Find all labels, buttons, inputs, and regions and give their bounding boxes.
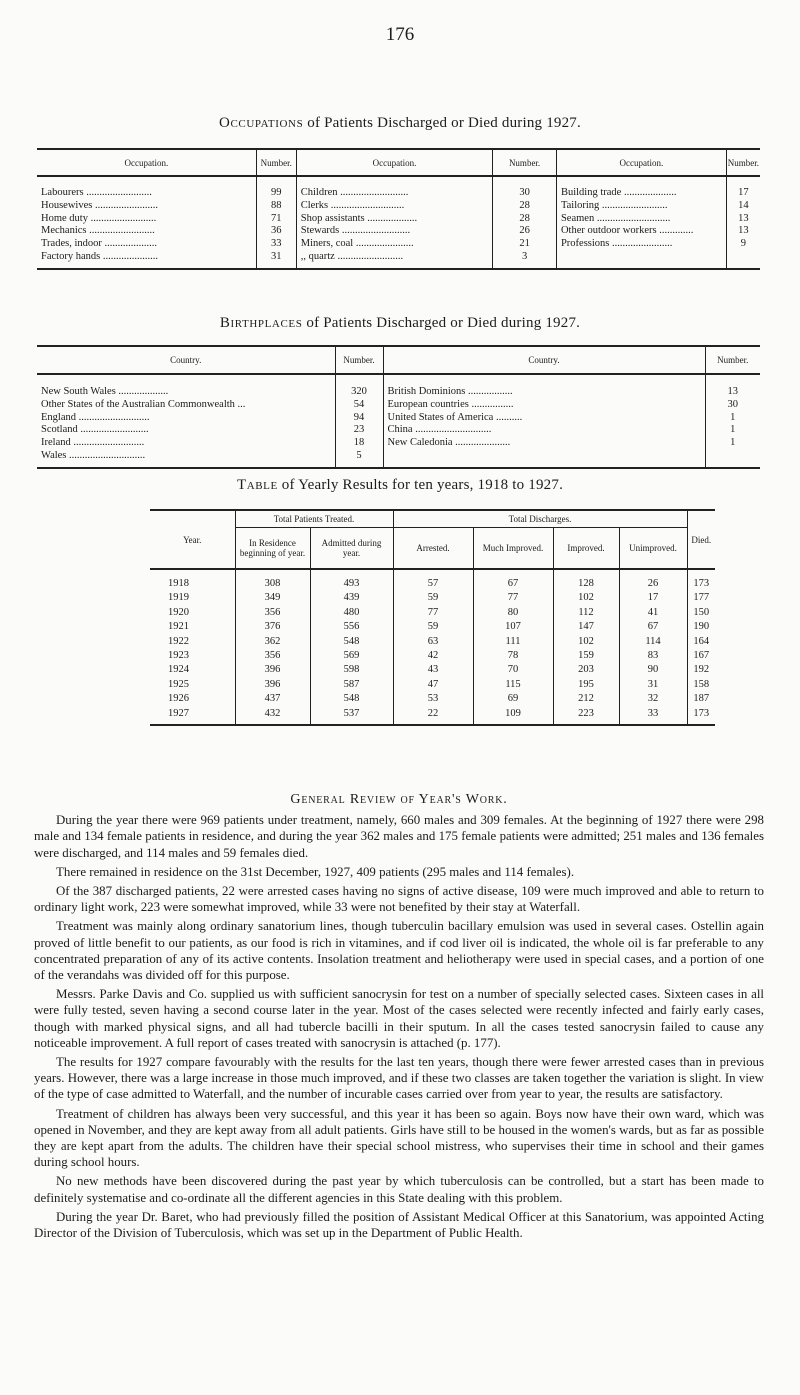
yearly-year-cell: 1920 [150,606,235,620]
yearly-row [150,591,715,605]
table-cell-label: Children .......................... [296,176,492,200]
occupations-row [37,213,760,226]
yearly-value-cell: 70 [473,663,553,677]
table-cell-number: 5 [335,450,383,468]
table-cell-number: 3 [493,251,557,269]
yearly-value-cell: 437 [235,692,310,706]
table-cell-label: Clerks ............................ [296,200,492,213]
yearly-value-cell: 187 [693,693,710,705]
table-cell-label: Stewards .......................... [296,225,492,238]
yearly-value-cell: 158 [693,678,710,690]
table-cell-number: 88 [256,200,296,213]
occupations-caption [0,115,800,132]
occupations-header: Number. [726,149,760,176]
table-cell-number: 1 [730,424,736,436]
table-cell-number: 28 [493,200,557,213]
yearly-caption-lead: Table [236,477,278,493]
yearly-value-cell: 147 [553,620,619,634]
yearly-value-cell: 356 [235,606,310,620]
table-cell-label: Building trade .................... [556,176,726,200]
yearly-value-cell: 569 [310,649,393,663]
yearly-header-discharges: Total Discharges. [393,510,687,528]
table-cell-label [383,450,705,468]
yearly-value-cell: 173 [693,578,710,589]
table-cell-number: 14 [738,199,749,211]
yearly-value-cell: 83 [619,649,687,663]
yearly-value-cell: 109 [473,707,553,725]
birthplaces-row [37,374,760,399]
occupations-header: Number. [256,149,296,176]
yearly-value-cell: 537 [310,707,393,725]
yearly-year-cell: 1918 [150,569,235,591]
yearly-value-cell: 396 [235,663,310,677]
birthplaces-caption [0,315,800,332]
yearly-row [150,707,715,725]
birthplaces-caption-rest: of Patients Discharged or Died during 1927. [306,315,581,331]
yearly-value-cell: 556 [310,620,393,634]
table-cell-number: 26 [493,225,557,238]
table-cell-label: China ............................. [383,424,705,437]
yearly-year-cell: 1926 [150,692,235,706]
yearly-value-cell: 223 [553,707,619,725]
yearly-value-cell: 22 [393,707,473,725]
table-cell-number: 31 [256,251,296,269]
yearly-subheader: Admitted during year. [310,528,393,570]
occupations-caption-rest: of Patients Discharged or Died during 1927. [307,115,581,131]
table-cell-label: European countries ................ [383,399,705,412]
yearly-value-cell: 114 [619,635,687,649]
table-cell-number: 71 [256,213,296,226]
yearly-value-cell: 439 [310,591,393,605]
table-cell-label: United States of America .......... [383,412,705,425]
table-cell-number: 18 [335,437,383,450]
birthplaces-header: Number. [335,346,383,374]
table-cell-number: 1 [730,411,736,423]
birthplaces-row [37,450,760,468]
yearly-year-cell: 1921 [150,620,235,634]
yearly-value-cell: 77 [393,606,473,620]
yearly-row [150,663,715,677]
yearly-value-cell: 80 [473,606,553,620]
yearly-subheader: In Residence beginning of year. [235,528,310,570]
yearly-value-cell: 167 [693,650,710,662]
yearly-value-cell: 164 [693,635,710,647]
birthplaces-header: Number. [705,346,760,374]
occupations-header: Occupation. [37,149,256,176]
table-cell-number [705,450,760,468]
yearly-value-cell: 57 [393,569,473,591]
yearly-row [150,649,715,663]
yearly-value-cell: 356 [235,649,310,663]
occupations-header: Occupation. [296,149,492,176]
yearly-value-cell: 150 [693,606,710,618]
birthplaces-header-row [37,346,760,374]
table-cell-label: Home duty ......................... [37,213,256,226]
occupations-row [37,200,760,213]
table-cell-label: Professions ....................... [556,238,726,251]
birthplaces-row [37,424,760,437]
birthplaces-table [37,345,760,469]
yearly-value-cell: 69 [473,692,553,706]
yearly-row [150,569,715,591]
table-cell-number: 9 [740,238,746,250]
yearly-subheader: Arrested. [393,528,473,570]
yearly-value-cell: 493 [310,569,393,591]
table-cell-number: 13 [738,212,749,224]
review-paragraph: Messrs. Parke Davis and Co. supplied us with sufficient sanocrysin for test on a number of specially selected cases. Sixteen cases in all were fully tested, seven having a second course later in the year. Most of the cases selected were recently infected and fairly early cases, though with marked physical signs, and all had tubercle bacilli in their sputum. In all the cases tested sanocrysin failed to cause any noticeable improvement. A full report of cases treated with sanocrysin is attached (p. 177). [34,987,764,1050]
yearly-value-cell: 432 [235,707,310,725]
page-number: 176 [385,24,415,45]
yearly-value-cell: 59 [393,620,473,634]
yearly-results-table [150,509,715,726]
table-cell-number: 13 [727,386,738,397]
yearly-value-cell: 115 [473,678,553,692]
table-cell-label: Other outdoor workers ............. [556,225,726,238]
yearly-value-cell: 177 [693,592,710,604]
table-cell-number: 21 [493,238,557,251]
yearly-subheader: Improved. [553,528,619,570]
occupations-row [37,225,760,238]
yearly-value-cell: 53 [393,692,473,706]
yearly-value-cell: 308 [235,569,310,591]
birthplaces-row [37,399,760,412]
table-cell-label: Factory hands ..................... [37,251,256,269]
table-cell-label: Ireland ........................... [37,437,335,450]
occupations-row [37,238,760,251]
yearly-value-cell: 33 [619,707,687,725]
table-cell-label: Scotland .......................... [37,424,335,437]
table-cell-label: Other States of the Australian Commonwealth ... [37,399,335,412]
yearly-header-year: Year. [150,510,235,569]
occupations-header: Occupation. [556,149,726,176]
general-review [34,792,764,1244]
yearly-value-cell: 203 [553,663,619,677]
table-cell-number: 36 [256,225,296,238]
birthplaces-header: Country. [37,346,335,374]
table-cell-label: Wales ............................. [37,450,335,468]
table-cell-label: Labourers ......................... [37,176,256,200]
yearly-subheader: Unimproved. [619,528,687,570]
review-paragraph: During the year Dr. Baret, who had previously filled the position of Assistant Medical Officer at this Sanatorium, was appointed Acting Director of the Division of Tuberculosis, which was set up in the Department of Public Health. [34,1209,764,1241]
yearly-value-cell: 77 [473,591,553,605]
review-paragraph: There remained in residence on the 31st December, 1927, 409 patients (295 males and 114 females). [56,864,575,879]
table-cell-number: 23 [335,424,383,437]
yearly-header-total: Total Patients Treated. [235,510,393,528]
yearly-value-cell: 31 [619,678,687,692]
review-paragraph: During the year there were 969 patients under treatment, namely, 660 males and 309 females. At the beginning of 1927 there were 298 male and 134 female patients in residence, and during the year 362 males and 175 female patients were admitted; 251 males and 136 females were discharged, and 114 males and 59 females died. [34,813,764,860]
review-paragraph: Treatment was mainly along ordinary sanatorium lines, though tuberculin bacillary emulsion was used in several cases. Ostellin again proved of little benefit to our patients, as our food is rich in vitamines, and if cod liver oil is indicated, the whole oil is far preferable to any concentrated preparation of any of its active contents. Insolation treatment and heliotherapy were used in special cases, and a portion of one of the verandahs was divided off for this purpose. [34,919,764,983]
occupations-table [37,148,760,270]
table-cell-label: New South Wales ................... [37,374,335,399]
yearly-year-cell: 1919 [150,591,235,605]
yearly-value-cell: 102 [553,635,619,649]
occupations-header: Number. [493,149,557,176]
table-cell-label: Seamen ............................ [556,213,726,226]
yearly-year-cell: 1927 [150,707,235,725]
table-cell-number [726,251,760,269]
table-cell-label: ,, quartz ......................... [296,251,492,269]
yearly-value-cell: 67 [619,620,687,634]
yearly-value-cell: 32 [619,692,687,706]
yearly-value-cell: 480 [310,606,393,620]
review-heading: General Review of Year's Work. [290,792,508,807]
yearly-value-cell: 548 [310,635,393,649]
yearly-header-row-1 [150,510,715,528]
table-cell-label [556,251,726,269]
yearly-row [150,678,715,692]
occupations-row [37,176,760,200]
yearly-value-cell: 17 [619,591,687,605]
yearly-row [150,692,715,706]
yearly-year-cell: 1922 [150,635,235,649]
yearly-value-cell: 192 [693,664,710,676]
yearly-value-cell: 41 [619,606,687,620]
table-cell-label: Mechanics ......................... [37,225,256,238]
table-cell-number: 320 [335,374,383,399]
table-cell-label: New Caledonia ..................... [383,437,705,450]
yearly-value-cell: 212 [553,692,619,706]
occupations-caption-lead: Occupations [219,115,304,131]
yearly-value-cell: 173 [693,707,710,719]
yearly-value-cell: 598 [310,663,393,677]
yearly-value-cell: 587 [310,678,393,692]
yearly-value-cell: 67 [473,569,553,591]
yearly-value-cell: 128 [553,569,619,591]
table-cell-label: Shop assistants ................... [296,213,492,226]
yearly-year-cell: 1923 [150,649,235,663]
yearly-value-cell: 396 [235,678,310,692]
yearly-value-cell: 26 [619,569,687,591]
table-cell-number: 17 [738,187,749,198]
birthplaces-row [37,437,760,450]
yearly-value-cell: 107 [473,620,553,634]
table-cell-number: 13 [738,225,749,237]
yearly-value-cell: 102 [553,591,619,605]
yearly-row [150,606,715,620]
table-cell-number: 33 [256,238,296,251]
yearly-year-cell: 1925 [150,678,235,692]
table-cell-number: 54 [335,399,383,412]
review-paragraph: No new methods have been discovered during the past year by which tuberculosis can be controlled, but a start has been made to definitely systematise and co-ordinate all the different agencies in this State dealing with this problem. [34,1174,764,1205]
yearly-year-cell: 1924 [150,663,235,677]
yearly-value-cell: 59 [393,591,473,605]
table-cell-number: 28 [493,213,557,226]
yearly-value-cell: 159 [553,649,619,663]
table-cell-label: Miners, coal ...................... [296,238,492,251]
yearly-value-cell: 548 [310,692,393,706]
table-cell-label: Trades, indoor .................... [37,238,256,251]
yearly-value-cell: 43 [393,663,473,677]
table-cell-label: England ........................... [37,412,335,425]
yearly-value-cell: 112 [553,606,619,620]
occupations-row [37,251,760,269]
yearly-value-cell: 376 [235,620,310,634]
yearly-value-cell: 349 [235,591,310,605]
yearly-value-cell: 78 [473,649,553,663]
yearly-header-died: Died. [687,510,715,569]
yearly-subheader: Much Improved. [473,528,553,570]
yearly-value-cell: 195 [553,678,619,692]
yearly-row [150,620,715,634]
review-paragraph: Of the 387 discharged patients, 22 were arrested cases having no signs of active disease, 109 were much improved and able to return to ordinary light work, 223 were somewhat improved, while 33 were not benefited by their stay at Waterfall. [34,884,764,915]
yearly-value-cell: 190 [693,621,710,633]
yearly-value-cell: 42 [393,649,473,663]
table-cell-label: Tailoring ......................... [556,200,726,213]
occupations-header-row [37,149,760,176]
birthplaces-row [37,412,760,425]
table-cell-label: Housewives ........................ [37,200,256,213]
yearly-caption [0,477,800,494]
table-cell-number: 94 [335,412,383,425]
yearly-value-cell: 362 [235,635,310,649]
yearly-row [150,635,715,649]
yearly-value-cell: 47 [393,678,473,692]
table-cell-label: British Dominions ................. [383,374,705,399]
yearly-value-cell: 63 [393,635,473,649]
yearly-caption-rest: of Yearly Results for ten years, 1918 to 1927. [281,477,564,493]
review-paragraph: The results for 1927 compare favourably with the results for the last ten years, though there were fewer arrested cases than in previous years. However, there was a large increase in those much improved, and if these two classes are taken together the variation is slight. In view of the type of case admitted to Waterfall, and the number of incurable cases carried over from year to year, the results are satisfactory. [34,1055,764,1102]
yearly-value-cell: 90 [619,663,687,677]
review-paragraph: Treatment of children has always been very successful, and this year it has been so again. Boys now have their own ward, which was opened in November, and they are kept away from all adult patients. Girls have still to be housed in the women's wards, but as far as possible they are kept apart from the adults. The children have their special school mistress, who supervises their time in school and their games during school hours. [34,1106,764,1170]
table-cell-number: 30 [727,398,738,410]
table-cell-number: 1 [730,437,736,449]
birthplaces-caption-lead: Birthplaces [219,315,303,331]
table-cell-number: 99 [256,176,296,200]
birthplaces-header: Country. [383,346,705,374]
table-cell-number: 30 [493,176,557,200]
yearly-header-row-2 [150,528,715,570]
yearly-value-cell: 111 [473,635,553,649]
